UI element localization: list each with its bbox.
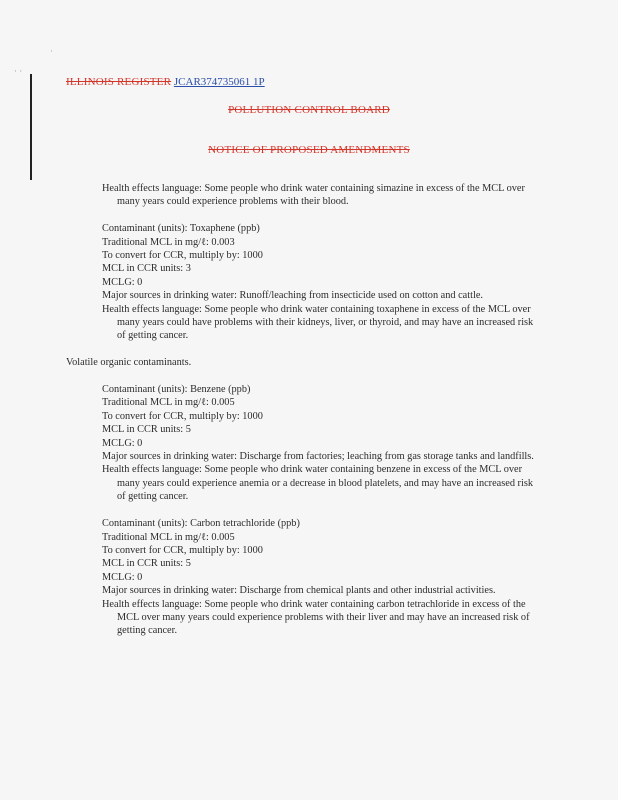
benzene-convert: To convert for CCR, multiply by: 1000	[102, 410, 263, 422]
benzene-mclg: MCLG: 0	[102, 437, 143, 449]
notice-struck-text: NOTICE OF PROPOSED AMENDMENTS	[208, 144, 410, 156]
carbon-tet-health-effects: Health effects language: Some people who drink water containing carbon tetrachloride in excess of the MCL over many years could experience problems with their liver and may have an increased risk of getting cancer.	[102, 598, 530, 637]
toxaphene-mcl-ccr: MCL in CCR units: 3	[102, 263, 191, 275]
toxaphene-mclg: MCLG: 0	[102, 276, 143, 288]
toxaphene-traditional-mcl: Traditional MCL in mg/ℓ: 0.003	[102, 236, 235, 248]
document-body	[66, 182, 546, 651]
notice-header	[0, 144, 618, 156]
carbon-tet-mclg: MCLG: 0	[102, 571, 143, 583]
benzene-group	[66, 383, 546, 504]
register-struck-text: ILLINOIS REGISTER	[66, 76, 172, 88]
scan-speck: ·	[50, 46, 53, 56]
carbon-tet-contaminant: Contaminant (units): Carbon tetrachloride (ppb)	[102, 518, 300, 530]
toxaphene-contaminant: Contaminant (units): Toxaphene (ppb)	[102, 223, 260, 235]
carbon-tet-mcl-ccr: MCL in CCR units: 5	[102, 558, 191, 570]
benzene-sources: Major sources in drinking water: Discharge from factories; leaching from gas storage tanks and landfills.	[102, 451, 534, 463]
register-inserted-text: JCAR374735061 1P	[173, 76, 265, 88]
carbon-tet-sources: Major sources in drinking water: Discharge from chemical plants and other industrial activities.	[102, 585, 496, 597]
benzene-health-effects: Health effects language: Some people who drink water containing benzene in excess of the MCL over many years could experience anemia or a decrease in blood platelets, and may have an increased risk of getting cancer.	[102, 464, 533, 503]
toxaphene-health-effects: Health effects language: Some people who drink water containing toxaphene in excess of the MCL over many years could have problems with their kidneys, liver, or thyroid, and may have an increased risk of getting cancer.	[102, 303, 534, 342]
section-heading-volatile: Volatile organic contaminants.	[66, 357, 192, 369]
scan-speck: · ·	[14, 66, 23, 76]
simazine-health-effects: Health effects language: Some people who drink water containing simazine in excess of the MCL over many years could experience problems with their blood.	[102, 183, 525, 208]
carbon-tet-convert: To convert for CCR, multiply by: 1000	[102, 544, 263, 556]
simazine-group	[66, 182, 546, 209]
benzene-contaminant: Contaminant (units): Benzene (ppb)	[102, 384, 251, 396]
board-header	[0, 104, 618, 116]
board-struck-text: POLLUTION CONTROL BOARD	[228, 104, 390, 116]
carbon-tet-traditional-mcl: Traditional MCL in mg/ℓ: 0.005	[102, 531, 235, 543]
carbon-tetrachloride-group	[66, 517, 546, 638]
benzene-traditional-mcl: Traditional MCL in mg/ℓ: 0.005	[102, 397, 235, 409]
toxaphene-convert: To convert for CCR, multiply by: 1000	[102, 250, 263, 262]
toxaphene-sources: Major sources in drinking water: Runoff/leaching from insecticide used on cotton and cattle.	[102, 290, 483, 302]
register-header	[66, 76, 265, 88]
toxaphene-group	[66, 222, 546, 343]
benzene-mcl-ccr: MCL in CCR units: 5	[102, 424, 191, 436]
change-margin-bar	[30, 74, 32, 180]
